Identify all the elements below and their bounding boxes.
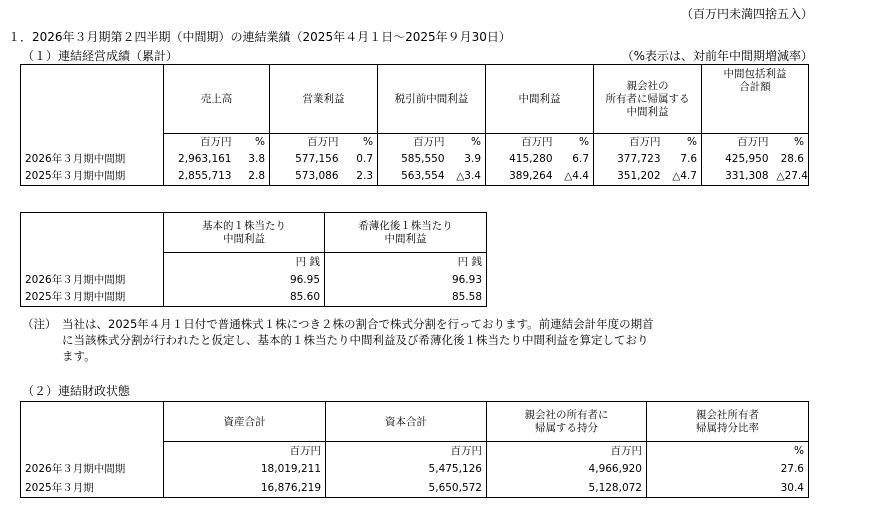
header-cell (164, 402, 326, 442)
row-label: 2026年３月期中間期 (21, 460, 164, 479)
header-label: 中間包括利益 合計額 (723, 68, 787, 93)
header-cell (594, 65, 702, 134)
header-label: 資本合計 (385, 415, 427, 428)
pct-cell: △3.4 (449, 168, 486, 186)
label-cell (21, 253, 164, 271)
unit-cell: 百万円 (164, 134, 236, 150)
section-title: １．2026年３月期第２四半期（中間期）の連結業績（2025年４月１日～2025年９月30日） (8, 30, 511, 44)
unit-cell: % (557, 134, 594, 150)
value-cell: 5,128,072 (487, 479, 647, 498)
note-line: に当該株式分割が行われたと仮定し、基本的１株当たり中間利益及び希薄化後１株当たり中間利益を算定しており (62, 333, 649, 347)
row-label: 2025年３月期中間期 (21, 289, 164, 307)
header-cell (378, 65, 486, 134)
value-cell: 85.60 (164, 289, 325, 307)
header-cell (487, 402, 647, 442)
unit-cell: 百万円 (594, 134, 665, 150)
unit-cell: % (773, 134, 809, 150)
pct-cell: △4.7 (665, 168, 702, 186)
header-label: 親会社の 所有者に帰属する 中間利益 (605, 79, 690, 118)
unit-cell: 百万円 (487, 442, 647, 460)
unit-cell: % (449, 134, 486, 150)
value-cell: 389,264 (486, 168, 557, 186)
pct-cell: 28.6 (773, 150, 809, 168)
header-cell (325, 213, 487, 253)
value-cell: 96.93 (325, 271, 487, 289)
unit-cell: 百万円 (270, 134, 343, 150)
results-corner (21, 65, 164, 134)
results-table (20, 64, 809, 186)
row-label: 2026年３月期中間期 (21, 271, 164, 289)
value-cell: 85.58 (325, 289, 487, 307)
header-cell (164, 65, 270, 134)
financial-title: （２）連結財政状態 (22, 384, 131, 398)
unit-cell: 百万円 (378, 134, 449, 150)
pct-cell: 7.6 (665, 150, 702, 168)
unit-cell: 百万円 (702, 134, 773, 150)
label-cell (21, 442, 164, 460)
header-cell (486, 65, 594, 134)
header-label: 中間利益 (518, 93, 561, 105)
header-label: 税引前中間利益 (394, 93, 469, 105)
header-label: 基本的１株当たり 中間利益 (202, 219, 286, 245)
header-label: 親会社の所有者に 帰属する持分 (524, 408, 609, 434)
unit-cell: 百万円 (164, 442, 326, 460)
table-row (21, 289, 487, 307)
pct-cell: 0.7 (343, 150, 378, 168)
header-label: 希薄化後１株当たり 中間利益 (358, 219, 453, 245)
value-cell: 5,650,572 (326, 479, 487, 498)
value-cell: 351,202 (594, 168, 665, 186)
pct-cell: 3.8 (236, 150, 270, 168)
header-cell (164, 213, 325, 253)
table-row (21, 460, 809, 479)
unit-cell: 百万円 (486, 134, 557, 150)
header-label: 売上高 (200, 93, 233, 105)
pct-cell: △4.4 (557, 168, 594, 186)
pct-cell: 6.7 (557, 150, 594, 168)
value-cell: 27.6 (647, 460, 809, 479)
value-cell: 2,855,713 (164, 168, 236, 186)
value-cell: 577,156 (270, 150, 343, 168)
value-cell: 2,963,161 (164, 150, 236, 168)
eps-table (20, 212, 487, 307)
unit-cell: % (665, 134, 702, 150)
value-cell: 16,876,219 (164, 479, 326, 498)
value-cell: 585,550 (378, 150, 449, 168)
note-line: ます。 (62, 349, 96, 363)
table-row (21, 271, 487, 289)
pct-cell: 3.9 (449, 150, 486, 168)
value-cell: 425,950 (702, 150, 773, 168)
value-cell: 563,554 (378, 168, 449, 186)
table-row (21, 479, 809, 498)
unit-note: （百万円未満四捨五入） (680, 7, 813, 21)
value-cell: 377,723 (594, 150, 665, 168)
row-label: 2026年３月期中間期 (21, 150, 164, 168)
header-cell (647, 402, 809, 442)
row-label: 2025年３月期中間期 (21, 168, 164, 186)
unit-cell: % (647, 442, 809, 460)
table-row (21, 168, 809, 186)
pct-note: （%表示は、対前年中間期増減率） (621, 49, 813, 63)
results-title: （１）連結経営成績（累計） (22, 49, 179, 63)
value-cell: 415,280 (486, 150, 557, 168)
header-cell (702, 65, 809, 134)
eps-corner (21, 213, 164, 253)
unit-cell: % (343, 134, 378, 150)
unit-cell: 円 銭 (325, 253, 487, 271)
value-cell: 5,475,126 (326, 460, 487, 479)
unit-cell: 円 銭 (164, 253, 325, 271)
header-cell (326, 402, 487, 442)
financial-table (20, 401, 809, 498)
value-cell: 573,086 (270, 168, 343, 186)
value-cell: 96.95 (164, 271, 325, 289)
header-label: 営業利益 (302, 93, 345, 105)
unit-cell: % (236, 134, 270, 150)
header-label: 親会社所有者 帰属持分比率 (696, 408, 759, 434)
value-cell: 331,308 (702, 168, 773, 186)
pct-cell: △27.4 (773, 168, 809, 186)
value-cell: 18,019,211 (164, 460, 326, 479)
pct-cell: 2.8 (236, 168, 270, 186)
note-line: 当社は、2025年４月１日付で普通株式１株につき２株の割合で株式分割を行っております。前連結会計年度の期首 (62, 317, 654, 331)
pct-cell: 2.3 (343, 168, 378, 186)
note-prefix: （注） (22, 317, 57, 331)
header-label: 資産合計 (223, 415, 266, 428)
financial-corner (21, 402, 164, 442)
label-cell (21, 134, 164, 150)
value-cell: 30.4 (647, 479, 809, 498)
unit-cell: 百万円 (326, 442, 487, 460)
row-label: 2025年３月期 (21, 479, 164, 498)
header-cell (270, 65, 378, 134)
table-row (21, 150, 809, 168)
value-cell: 4,966,920 (487, 460, 647, 479)
